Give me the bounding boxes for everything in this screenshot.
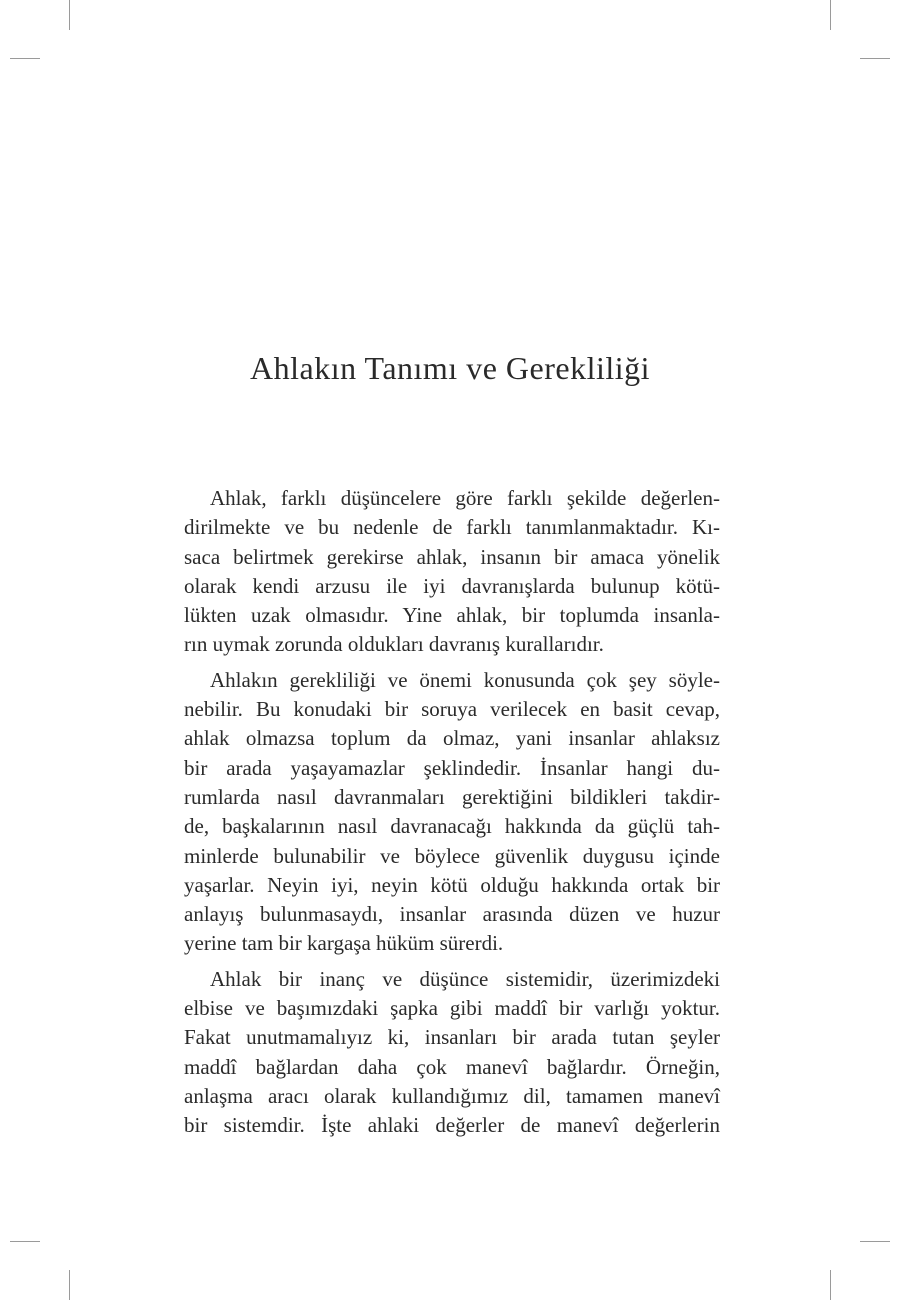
paragraph-2 [184, 666, 720, 959]
text-line: ahlak olmazsa toplum da olmaz, yani insanlar ahlaksız [184, 726, 720, 751]
text-line: elbise ve başımızdaki şapka gibi maddî bir varlığı yoktur. [184, 996, 720, 1021]
crop-mark-bottom-left-vertical [69, 1270, 70, 1300]
crop-mark-bottom-right-horizontal [860, 1241, 890, 1242]
text-line: saca belirtmek gerekirse ahlak, insanın bir amaca yönelik [184, 544, 721, 569]
text-line: nebilir. Bu konudaki bir soruya verilecek en basit cevap, [184, 697, 721, 722]
text-line: rın uymak zorunda oldukları davranış kurallarıdır. [184, 632, 604, 657]
text-line: Fakat unutmamalıyız ki, insanları bir arada tutan şeyler [184, 1025, 721, 1050]
text-line: anlaşma aracı olarak kullandığımız dil, tamamen manevî [184, 1083, 720, 1108]
text-line: bir sistemdir. İşte ahlaki değerler de manevî değerlerin [184, 1113, 720, 1138]
crop-mark-bottom-right-vertical [830, 1270, 831, 1300]
text-line: yerine tam bir kargaşa hüküm sürerdi. [184, 931, 504, 956]
text-line: lükten uzak olmasıdır. Yine ahlak, bir toplumda insanla- [184, 603, 720, 628]
text-line: Ahlak bir inanç ve düşünce sistemidir, üzerimizdeki [210, 966, 721, 991]
text-line: bir arada yaşayamazlar şeklindedir. İnsanlar hangi du- [184, 755, 721, 780]
text-line: dirilmekte ve bu nedenle de farklı tanımlanmaktadır. Kı- [184, 515, 720, 540]
text-line: de, başkalarının nasıl davranacağı hakkında da güçlü tah- [184, 814, 720, 839]
text-line: anlayış bulunmasaydı, insanlar arasında düzen ve huzur [184, 902, 721, 927]
chapter-title: Ahlakın Tanımı ve Gerekliliği [249, 350, 651, 386]
text-line: yaşarlar. Neyin iyi, neyin kötü olduğu hakkında ortak bir [184, 872, 721, 897]
crop-mark-bottom-left-horizontal [10, 1241, 40, 1242]
paragraph-3 [184, 965, 720, 1141]
text-line: olarak kendi arzusu ile iyi davranışlarda bulunup kötü- [184, 573, 720, 598]
crop-mark-top-right-vertical [830, 0, 831, 30]
text-line: maddî bağlardan daha çok manevî bağlardır. Örneğin, [184, 1054, 720, 1079]
crop-mark-top-left-horizontal [10, 58, 40, 59]
text-line: Ahlakın gerekliliği ve önemi konusunda çok şey söyle- [210, 667, 720, 692]
crop-mark-top-left-vertical [69, 0, 70, 30]
crop-mark-top-right-horizontal [860, 58, 890, 59]
text-line: Ahlak, farklı düşüncelere göre farklı şekilde değerlen- [210, 486, 720, 510]
paragraph-1 [184, 484, 720, 660]
text-line: minlerde bulunabilir ve böylece güvenlik duygusu içinde [184, 843, 720, 868]
body-text [184, 484, 720, 1147]
text-line: rumlarda nasıl davranmaları gerektiğini bildikleri takdir- [184, 784, 720, 809]
